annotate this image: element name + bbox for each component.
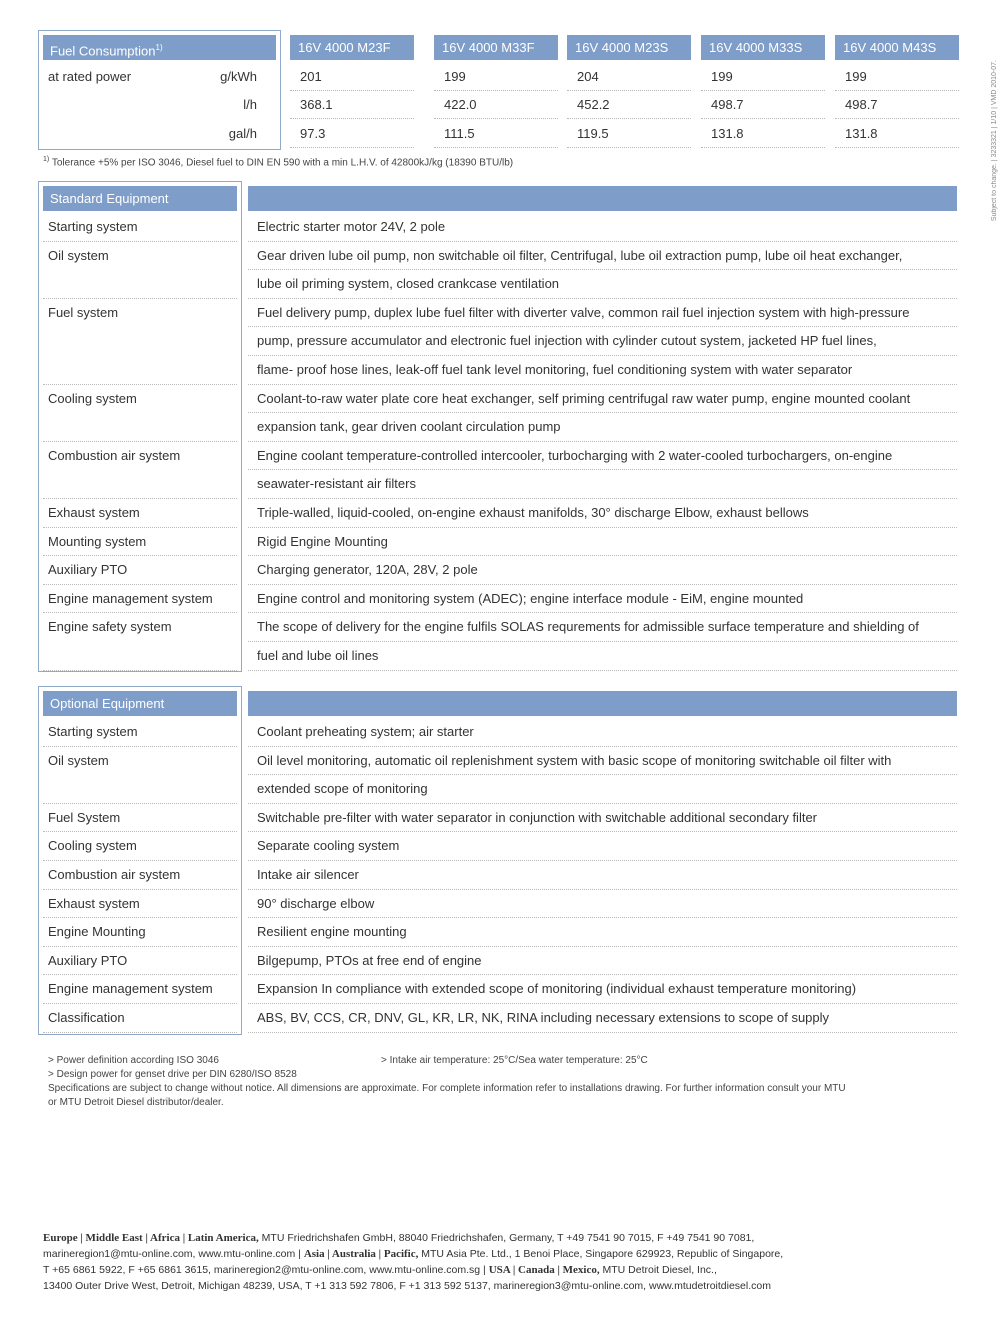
equipment-label: Oil system	[48, 752, 109, 768]
row-divider	[43, 974, 237, 975]
equipment-description: Bilgepump, PTOs at free end of engine	[257, 952, 482, 968]
contact-footer	[43, 1230, 963, 1294]
contact-line-1: Europe | Middle East | Africa | Latin America, MTU Friedrichshafen GmbH, 88040 Friedrichshafen, Germany, T +49 7541 90 7015, F +49 7541 90 7081,	[43, 1232, 755, 1244]
equipment-label: Fuel system	[48, 304, 119, 320]
row-divider	[43, 889, 237, 890]
note-intake-air: > Intake air temperature: 25°C/Sea water temperature: 25°C	[381, 1055, 648, 1066]
row-divider	[248, 946, 957, 947]
row-divider	[248, 241, 957, 242]
fuel-column-header: 16V 4000 M33S	[701, 35, 825, 60]
row-divider	[248, 298, 957, 299]
note-specifications: Specifications are subject to change without notice. All dimensions are approximate. For complete information refer to installations drawing. For further information consult your MTU	[48, 1083, 846, 1094]
equipment-description: Electric starter motor 24V, 2 pole	[257, 219, 446, 234]
fuel-value: 201	[300, 69, 322, 84]
row-divider	[43, 1003, 237, 1004]
fuel-value: 111.5	[444, 126, 475, 141]
equipment-description: ABS, BV, CCS, CR, DNV, GL, KR, LR, NK, RINA including necessary extensions to scope of supply	[257, 1010, 830, 1025]
fuel-value: 422.0	[444, 97, 477, 112]
fuel-value: 131.8	[845, 126, 878, 141]
line-divider	[248, 641, 957, 642]
equipment-label: Engine safety system	[48, 619, 172, 635]
fuel-column-header: 16V 4000 M33F	[434, 35, 558, 60]
row-divider	[567, 118, 691, 119]
fuel-column-header: 16V 4000 M43S	[835, 35, 959, 60]
equipment-description: Coolant preheating system; air starter	[257, 724, 474, 739]
fuel-value: 498.7	[845, 97, 878, 112]
equipment-label: Engine Mounting	[48, 924, 146, 940]
row-divider	[434, 118, 558, 119]
fuel-value: 452.2	[577, 97, 610, 112]
row-divider	[248, 889, 957, 890]
equipment-description: Coolant-to-raw water plate core heat exchanger, self priming centrifugal raw water pump, engine mounted coolant	[257, 390, 911, 406]
row-divider	[248, 746, 957, 747]
equipment-description: Fuel delivery pump, duplex lube fuel filter with diverter valve, common rail fuel injection system with high-pressure	[257, 304, 910, 320]
unit-gkwh: g/kWh	[220, 69, 257, 84]
row-divider	[248, 974, 957, 975]
row-divider	[43, 527, 237, 528]
equipment-description: pump, pressure accumulator and electronic fuel injection with cylinder cutout system, jacketed HP fuel lines,	[257, 333, 877, 349]
note-specifications-2: or MTU Detroit Diesel distributor/dealer.	[48, 1097, 224, 1108]
row-divider	[248, 917, 957, 918]
row-divider	[290, 90, 414, 91]
equipment-description: extended scope of monitoring	[257, 781, 428, 797]
equipment-label: Starting system	[48, 724, 138, 739]
equipment-description: lube oil priming system, closed crankcase ventilation	[257, 276, 560, 292]
equipment-description: fuel and lube oil lines	[257, 648, 379, 663]
equipment-description: Engine coolant temperature-controlled intercooler, turbocharging with 2 water-cooled turbochargers, on-engine	[257, 447, 893, 463]
optional-equipment-header: Optional Equipment	[43, 691, 237, 716]
line-divider	[248, 269, 957, 270]
equipment-description: seawater-resistant air filters	[257, 476, 416, 492]
line-divider	[248, 355, 957, 356]
row-divider	[43, 946, 237, 947]
fuel-footnote: $^{1)}$ Tolerance +5% per ISO 3046, Diesel fuel to DIN EN 590 with a min L.H.V. of 42800kJ/kg (18390 BTU/lb)	[43, 156, 514, 169]
optional-header-bar	[248, 691, 957, 716]
row-divider	[43, 441, 237, 442]
row-divider	[248, 612, 957, 613]
row-divider	[701, 147, 825, 148]
line-divider	[248, 469, 957, 470]
equipment-label: Fuel System	[48, 809, 121, 825]
fuel-column-header: 16V 4000 M23S	[567, 35, 691, 60]
row-divider	[43, 298, 237, 299]
row-divider	[248, 1003, 957, 1004]
line-divider	[248, 326, 957, 327]
equipment-label: Classification	[48, 1010, 125, 1025]
row-divider	[43, 241, 237, 242]
row-divider	[43, 555, 237, 556]
row-divider	[248, 670, 957, 671]
standard-header-bar	[248, 186, 957, 211]
equipment-label: Auxiliary PTO	[48, 562, 128, 578]
fuel-value: 498.7	[711, 97, 744, 112]
equipment-description: 90° discharge elbow	[257, 895, 375, 911]
row-divider	[835, 118, 959, 119]
row-divider	[248, 831, 957, 832]
row-divider	[248, 803, 957, 804]
equipment-description: Switchable pre-filter with water separator in conjunction with switchable additional secondary filter	[257, 809, 817, 825]
equipment-description: flame- proof hose lines, leak-off fuel tank level monitoring, fuel conditioning system with water separator	[257, 362, 853, 377]
row-divider	[248, 1032, 957, 1033]
equipment-label: Cooling system	[48, 390, 137, 406]
equipment-description: Intake air silencer	[257, 867, 359, 882]
equipment-label: Exhaust system	[48, 505, 140, 520]
row-divider	[248, 441, 957, 442]
fuel-value: 368.1	[300, 97, 333, 112]
fuel-value: 199	[444, 69, 466, 84]
fuel-value: 97.3	[300, 126, 326, 141]
equipment-label: Combustion air system	[48, 447, 181, 463]
equipment-description: Triple-walled, liquid-cooled, on-engine exhaust manifolds, 30° discharge Elbow, exhaust bellows	[257, 505, 809, 520]
row-divider	[567, 147, 691, 148]
equipment-description: Oil level monitoring, automatic oil replenishment system with basic scope of monitoring switchable oil filter with	[257, 752, 892, 768]
equipment-description: expansion tank, gear driven coolant circulation pump	[257, 419, 561, 435]
equipment-label: Oil system	[48, 247, 109, 263]
row-divider	[43, 803, 237, 804]
fuel-consumption-header: Fuel Consumption$^{1)}$	[43, 35, 276, 60]
unit-galh: gal/h	[228, 126, 257, 141]
note-power-definition: > Power definition according ISO 3046	[48, 1055, 219, 1066]
row-divider	[43, 670, 237, 671]
row-divider	[835, 90, 959, 91]
equipment-description: Rigid Engine Mounting	[257, 533, 388, 549]
contact-line-4: 13400 Outer Drive West, Detroit, Michigan 48239, USA, T +1 313 592 7806, F +1 313 592 5137, marineregion3@mtu-online.com, www.mtudetroitdiesel.com	[43, 1280, 771, 1292]
row-divider	[290, 147, 414, 148]
row-divider	[43, 917, 237, 918]
row-divider	[43, 498, 237, 499]
row-divider	[567, 90, 691, 91]
unit-lh: l/h	[243, 97, 257, 112]
equipment-description: Engine control and monitoring system (ADEC); engine interface module - EiM, engine mounted	[257, 590, 804, 606]
row-divider	[43, 831, 237, 832]
row-divider	[248, 555, 957, 556]
equipment-label: Exhaust system	[48, 895, 140, 911]
row-divider	[290, 118, 414, 119]
row-divider	[248, 384, 957, 385]
row-divider	[43, 612, 237, 613]
fuel-value: 131.8	[711, 126, 744, 141]
equipment-label: Starting system	[48, 219, 138, 234]
contact-line-3: T +65 6861 5922, F +65 6861 3615, marineregion2@mtu-online.com, www.mtu-online.com.sg | USA | Canada | Mexico, MTU Detroit Diesel, Inc.,	[43, 1264, 717, 1276]
fuel-value: 204	[577, 69, 599, 84]
rated-power-label: at rated power	[48, 69, 132, 84]
fuel-value: 199	[711, 69, 733, 84]
row-divider	[248, 860, 957, 861]
row-divider	[43, 384, 237, 385]
equipment-label: Engine management system	[48, 590, 213, 606]
equipment-label: Cooling system	[48, 838, 137, 854]
equipment-label: Combustion air system	[48, 867, 181, 882]
row-divider	[248, 498, 957, 499]
row-divider	[434, 147, 558, 148]
fuel-column-header: 16V 4000 M23F	[290, 35, 414, 60]
row-divider	[248, 584, 957, 585]
side-note: Subject to change. | 3233321 | 1/10 | VMD 2010-07.	[991, 60, 998, 222]
row-divider	[701, 118, 825, 119]
row-divider	[43, 746, 237, 747]
equipment-label: Auxiliary PTO	[48, 952, 128, 968]
equipment-description: Resilient engine mounting	[257, 924, 407, 940]
equipment-label: Engine management system	[48, 981, 213, 997]
fuel-value: 199	[845, 69, 867, 84]
note-design-power: > Design power for genset drive per DIN 6280/ISO 8528	[48, 1069, 297, 1080]
row-divider	[248, 527, 957, 528]
row-divider	[701, 90, 825, 91]
row-divider	[835, 147, 959, 148]
equipment-description: Expansion In compliance with extended scope of monitoring (individual exhaust temperature monitoring)	[257, 981, 857, 997]
row-divider	[434, 90, 558, 91]
equipment-description: Charging generator, 120A, 28V, 2 pole	[257, 562, 478, 578]
line-divider	[248, 774, 957, 775]
row-divider	[43, 584, 237, 585]
contact-line-2: marineregion1@mtu-online.com, www.mtu-online.com | Asia | Australia | Pacific, MTU Asia Pte. Ltd., 1 Benoi Place, Singapore 629923, Republic of Singapore,	[43, 1248, 784, 1260]
row-divider	[43, 860, 237, 861]
row-divider	[43, 1032, 237, 1033]
fuel-value: 119.5	[577, 126, 609, 141]
equipment-label: Mounting system	[48, 533, 147, 549]
standard-equipment-header: Standard Equipment	[43, 186, 237, 211]
line-divider	[248, 412, 957, 413]
equipment-description: Gear driven lube oil pump, non switchable oil filter, Centrifugal, lube oil extraction pump, lube oil heat exchanger,	[257, 247, 903, 263]
equipment-description: Separate cooling system	[257, 838, 400, 854]
equipment-description: The scope of delivery for the engine fulfils SOLAS requrements for admissible surface temperature and shielding of	[257, 619, 919, 635]
